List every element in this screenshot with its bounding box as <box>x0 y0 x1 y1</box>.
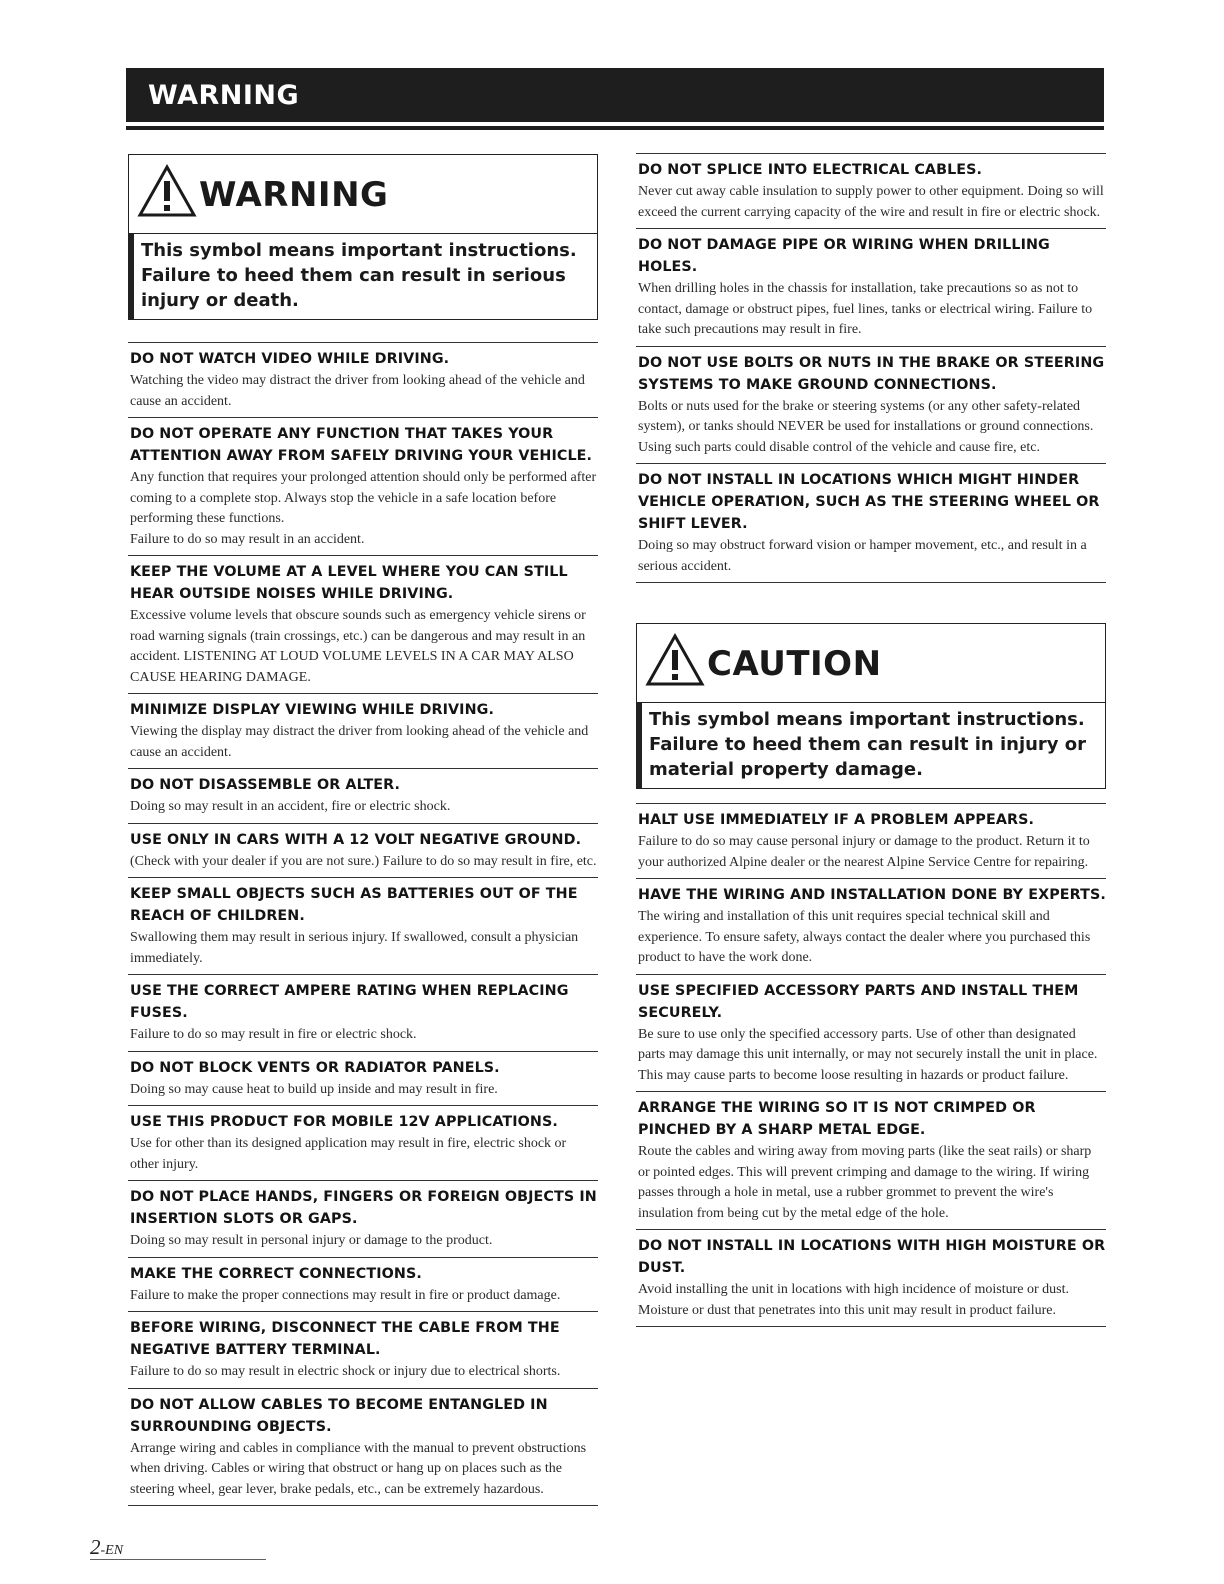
warning-item: DO NOT DISASSEMBLE OR ALTER. Doing so may result in an accident, fire or electric shock. <box>128 769 598 824</box>
left-column <box>128 154 598 1506</box>
caution-item: USE SPECIFIED ACCESSORY PARTS AND INSTALL THEM SECURELY. Be sure to use only the specified accessory parts. Use of other than designated parts may damage this unit internally, or may not securely install the unit in place. This may cause parts to become loose resulting in hazards or product failure. <box>636 975 1106 1093</box>
warning-symbol-box <box>128 154 598 320</box>
warning-item: BEFORE WIRING, DISCONNECT THE CABLE FROM THE NEGATIVE BATTERY TERMINAL. Failure to do so may result in electric shock or injury due to electrical shorts. <box>128 1312 598 1389</box>
caution-item: HALT USE IMMEDIATELY IF A PROBLEM APPEARS. Failure to do so may cause personal injury or damage to the product. Return it to your authorized Alpine dealer or the nearest Alpine Service Centre for repairing. <box>636 804 1106 879</box>
warning-item: MINIMIZE DISPLAY VIEWING WHILE DRIVING. Viewing the display may distract the driver from looking ahead of the vehicle and cause an accident. <box>128 694 598 769</box>
warning-item: DO NOT SPLICE INTO ELECTRICAL CABLES. Never cut away cable insulation to supply power to other equipment. Doing so will exceed the current carrying capacity of the wire and result in fire or electric shock. <box>636 154 1106 229</box>
warning-item: DO NOT OPERATE ANY FUNCTION THAT TAKES YOUR ATTENTION AWAY FROM SAFELY DRIVING YOUR VEHICLE. Any function that requires your prolonged attention should only be performed after coming to a complete stop. Always stop the vehicle in a safe location before performing these functions. Failure to do so may result in an accident. <box>128 418 598 556</box>
warning-item: DO NOT WATCH VIDEO WHILE DRIVING. Watching the video may distract the driver from looking ahead of the vehicle and cause an accident. <box>128 343 598 418</box>
section-title: WARNING <box>148 80 300 111</box>
warning-box-description: This symbol means important instructions. Failure to heed them can result in serious injury or death. <box>129 233 597 319</box>
warning-item: USE THE CORRECT AMPERE RATING WHEN REPLACING FUSES. Failure to do so may result in fire or electric shock. <box>128 975 598 1052</box>
caution-item: ARRANGE THE WIRING SO IT IS NOT CRIMPED OR PINCHED BY A SHARP METAL EDGE. Route the cables and wiring away from moving parts (like the seat rails) or sharp or pointed edges. This will prevent crimping and damage to the wiring. If wiring passes through a hole in metal, use a rubber grommet to prevent the wire's insulation from being cut by the metal edge of the hole. <box>636 1092 1106 1230</box>
warning-box-title: WARNING <box>199 175 389 215</box>
warning-item: DO NOT PLACE HANDS, FINGERS OR FOREIGN OBJECTS IN INSERTION SLOTS OR GAPS. Doing so may result in personal injury or damage to the product. <box>128 1181 598 1258</box>
warning-item: DO NOT INSTALL IN LOCATIONS WHICH MIGHT HINDER VEHICLE OPERATION, SUCH AS THE STEERING WHEEL OR SHIFT LEVER. Doing so may obstruct forward vision or hamper movement, etc., and result in a serious accident. <box>636 464 1106 583</box>
section-banner <box>126 68 1104 122</box>
warning-item: USE ONLY IN CARS WITH A 12 VOLT NEGATIVE GROUND. (Check with your dealer if you are not sure.) Failure to do so may result in fire, etc. <box>128 824 598 879</box>
caution-item: DO NOT INSTALL IN LOCATIONS WITH HIGH MOISTURE OR DUST. Avoid installing the unit in locations with high incidence of moisture or dust. Moisture or dust that penetrates into this unit may result in product failure. <box>636 1230 1106 1327</box>
caution-symbol-box <box>636 623 1106 789</box>
warning-item: MAKE THE CORRECT CONNECTIONS. Failure to make the proper connections may result in fire or product damage. <box>128 1258 598 1313</box>
right-column <box>636 153 1106 1327</box>
page-number: 2-EN <box>90 1535 124 1559</box>
warning-item: USE THIS PRODUCT FOR MOBILE 12V APPLICATIONS. Use for other than its designed application may result in fire, electric shock or other injury. <box>128 1106 598 1181</box>
warning-triangle-icon <box>137 163 197 219</box>
warning-item: DO NOT BLOCK VENTS OR RADIATOR PANELS. Doing so may cause heat to build up inside and may result in fire. <box>128 1052 598 1107</box>
banner-rule <box>126 126 1104 130</box>
footer-rule <box>90 1559 266 1560</box>
warning-item: KEEP THE VOLUME AT A LEVEL WHERE YOU CAN STILL HEAR OUTSIDE NOISES WHILE DRIVING. Excessive volume levels that obscure sounds such as emergency vehicle sirens or road warning signals (train crossings, etc.) can be dangerous and may result in an accident. LISTENING AT LOUD VOLUME LEVELS IN A CAR MAY ALSO CAUSE HEARING DAMAGE. <box>128 556 598 694</box>
warning-item: DO NOT USE BOLTS OR NUTS IN THE BRAKE OR STEERING SYSTEMS TO MAKE GROUND CONNECTIONS. Bolts or nuts used for the brake or steering systems (or any other safety-related system), or tanks should NEVER be used for installations or ground connections. Using such parts could disable control of the vehicle and cause fire, etc. <box>636 347 1106 465</box>
warning-item: DO NOT ALLOW CABLES TO BECOME ENTANGLED IN SURROUNDING OBJECTS. Arrange wiring and cables in compliance with the manual to prevent obstructions when driving. Cables or wiring that obstruct or hang up on places such as the steering wheel, gear lever, brake pedals, etc., can be extremely hazardous. <box>128 1389 598 1507</box>
caution-triangle-icon <box>645 632 705 688</box>
caution-box-description: This symbol means important instructions. Failure to heed them can result in injury or material property damage. <box>637 702 1105 788</box>
warning-item: DO NOT DAMAGE PIPE OR WIRING WHEN DRILLING HOLES. When drilling holes in the chassis for installation, take precautions so as not to contact, damage or obstruct pipes, fuel lines, tanks or electrical wiring. Failure to take such precautions may result in fire. <box>636 229 1106 347</box>
caution-item: HAVE THE WIRING AND INSTALLATION DONE BY EXPERTS. The wiring and installation of this unit requires special technical skill and experience. To ensure safety, always contact the dealer where you purchased this product to have the work done. <box>636 879 1106 975</box>
warning-item: KEEP SMALL OBJECTS SUCH AS BATTERIES OUT OF THE REACH OF CHILDREN. Swallowing them may result in serious injury. If swallowed, consult a physician immediately. <box>128 878 598 975</box>
caution-box-title: CAUTION <box>707 644 882 684</box>
